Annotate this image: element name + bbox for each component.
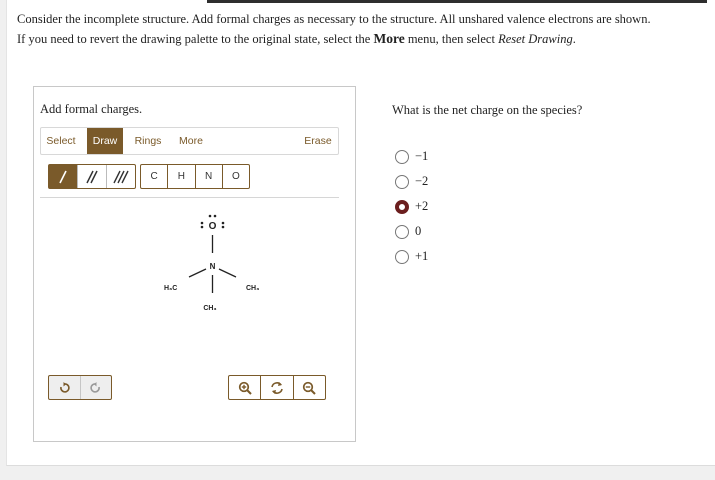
triple-bond-icon	[113, 170, 129, 184]
instruction-line-1: Consider the incomplete structure. Add formal charges as necessary to the structure. All unshared valence electrons are shown.	[17, 12, 651, 26]
answer-options	[395, 144, 428, 269]
right-methyl-group[interactable]: CH₃	[246, 285, 260, 292]
undo-button[interactable]	[49, 376, 81, 399]
atom-h-button[interactable]: H	[168, 165, 195, 188]
zoom-out-button[interactable]	[294, 376, 325, 399]
zoom-in-button[interactable]	[229, 376, 261, 399]
radio-button[interactable]	[395, 175, 409, 189]
toolbar-divider	[40, 197, 339, 198]
lone-pair-dot	[222, 226, 225, 229]
instruction-line-2	[17, 31, 576, 47]
double-bond-icon	[85, 170, 99, 184]
atom-n-button[interactable]: N	[196, 165, 223, 188]
top-accent-bar	[207, 0, 707, 3]
radio-button[interactable]	[395, 250, 409, 264]
oxygen-atom[interactable]: O	[208, 221, 217, 232]
n-left-methyl-bond[interactable]	[189, 269, 206, 277]
drawing-panel	[33, 86, 356, 442]
question-card	[6, 0, 715, 466]
menu-draw[interactable]: Draw	[87, 128, 123, 154]
option-minus-1[interactable]	[395, 144, 428, 169]
radio-button-selected[interactable]	[395, 200, 409, 214]
redo-icon	[90, 382, 102, 394]
menu-select[interactable]: Select	[46, 135, 76, 147]
bond-tool-group	[48, 164, 136, 189]
option-minus-2[interactable]	[395, 169, 428, 194]
undo-redo-group	[48, 375, 112, 400]
nitrogen-atom[interactable]: N	[209, 262, 216, 271]
question-prompt: What is the net charge on the species?	[392, 103, 583, 117]
instruction-text: .	[572, 32, 576, 46]
option-plus-2[interactable]	[395, 194, 428, 219]
lone-pair-dot	[201, 222, 204, 225]
option-label: +2	[415, 199, 429, 213]
menu-erase[interactable]: Erase	[304, 135, 332, 147]
zoom-reset-button[interactable]	[261, 376, 293, 399]
zoom-out-icon	[302, 381, 316, 395]
option-label: 0	[415, 224, 422, 238]
panel-title: Add formal charges.	[40, 102, 143, 116]
lone-pair-dot	[222, 222, 225, 225]
instruction-text: menu, then select	[404, 32, 499, 46]
molecule-canvas[interactable]	[144, 209, 274, 319]
lone-pair-dot	[214, 215, 217, 218]
single-bond-button[interactable]	[49, 165, 78, 188]
instruction-text: If you need to revert the drawing palette to the original state, select the	[17, 32, 374, 46]
option-label: +1	[415, 249, 429, 263]
option-plus-1[interactable]	[395, 244, 428, 269]
n-right-methyl-bond[interactable]	[219, 269, 236, 277]
radio-button[interactable]	[395, 150, 409, 164]
atom-tool-group	[140, 164, 250, 189]
undo-icon	[58, 382, 70, 394]
double-bond-button[interactable]	[78, 165, 107, 188]
option-label: −1	[415, 149, 429, 163]
option-zero[interactable]	[395, 219, 428, 244]
lone-pair-dot	[209, 215, 212, 218]
redo-button[interactable]	[81, 376, 112, 399]
bottom-methyl-group[interactable]: CH₃	[203, 305, 217, 312]
menu-more[interactable]: More	[179, 135, 203, 147]
zoom-tool-group	[228, 375, 326, 400]
reset-drawing-reference: Reset Drawing	[498, 32, 573, 46]
more-menu-reference: More	[373, 31, 405, 46]
atom-c-button[interactable]: C	[141, 165, 168, 188]
menu-rings[interactable]: Rings	[134, 135, 162, 147]
radio-button[interactable]	[395, 225, 409, 239]
left-methyl-group[interactable]: H₃C	[164, 285, 178, 292]
drawing-menu-bar	[40, 127, 339, 155]
triple-bond-button[interactable]	[107, 165, 135, 188]
option-label: −2	[415, 174, 429, 188]
zoom-reset-icon	[270, 381, 284, 395]
zoom-in-icon	[238, 381, 252, 395]
atom-o-button[interactable]: O	[231, 171, 240, 182]
single-bond-icon	[57, 170, 69, 184]
lone-pair-dot	[201, 226, 204, 229]
